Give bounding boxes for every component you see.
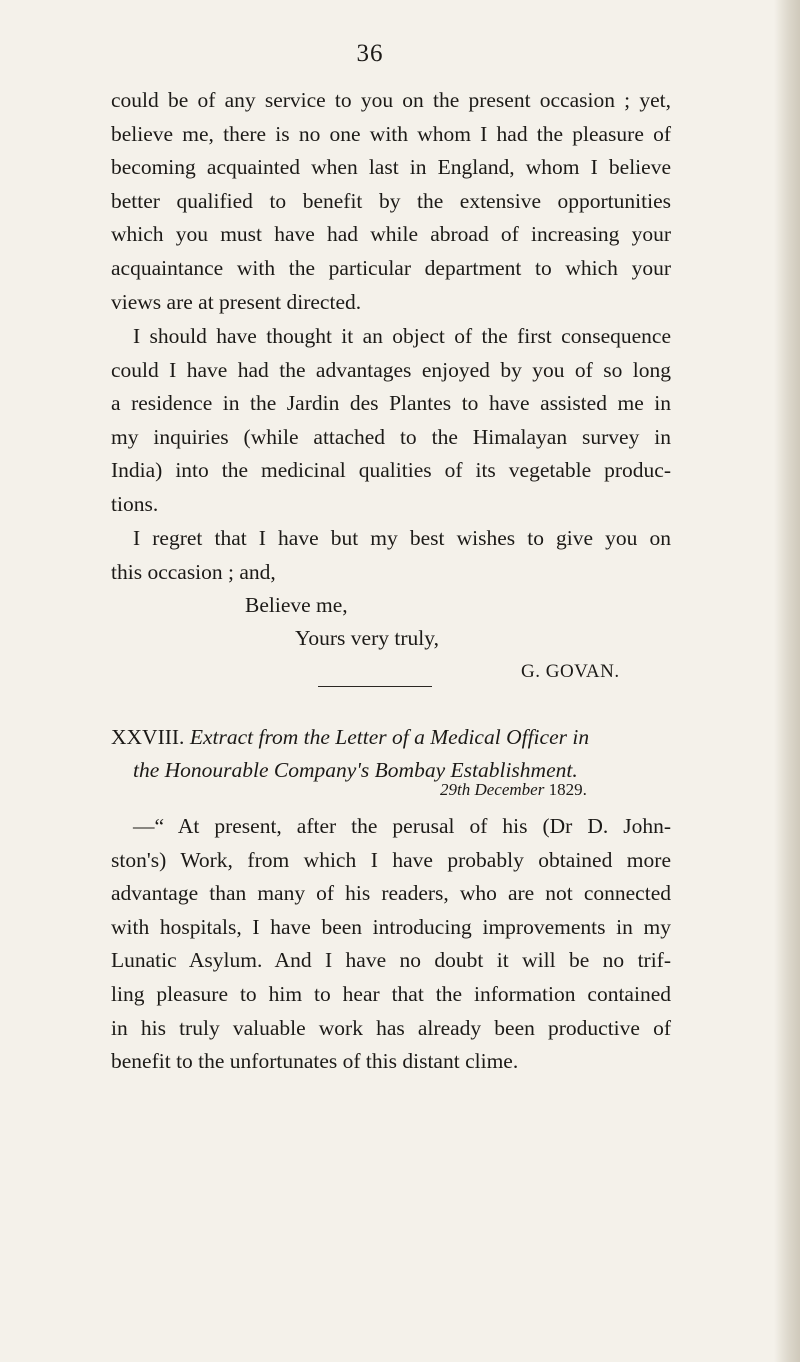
- text-line: which you must have had while abroad of increasing your: [111, 222, 671, 247]
- text-line: could I have had the advantages enjoyed by you of so long: [111, 357, 671, 382]
- text-line: Lunatic Asylum. And I have no doubt it will be no trif-: [111, 948, 671, 973]
- extract-heading: [111, 721, 671, 787]
- text-line: benefit to the unfortunates of this distant clime.: [111, 1049, 519, 1074]
- text-line: could be of any service to you on the present occasion ; yet,: [111, 88, 671, 112]
- text-line: better qualified to benefit by the extensive opportunities: [111, 188, 671, 213]
- extract-number: XXVIII.: [111, 725, 185, 749]
- section-divider: [318, 686, 432, 687]
- extract-title-line-2: the Honourable Company's Bombay Establishment.: [133, 758, 578, 782]
- text-line: this occasion ; and,: [111, 559, 276, 584]
- letter-paragraph-2: [111, 320, 671, 522]
- text-line: I regret that I have but my best wishes to give you on: [133, 526, 671, 550]
- text-line: advantage than many of his readers, who are not connected: [111, 881, 671, 906]
- text-line: —“ At present, after the perusal of his (Dr D. John-: [133, 814, 671, 838]
- extract-date: [440, 780, 587, 800]
- text-line: views are at present directed.: [111, 289, 362, 314]
- text-line: ston's) Work, from which I have probably obtained more: [111, 847, 671, 872]
- text-line: a residence in the Jardin des Plantes to have assisted me in: [111, 391, 671, 416]
- text-line: my inquiries (while attached to the Himalayan survey in: [111, 424, 671, 449]
- text-line: becoming acquainted when last in England, whom I believe: [111, 155, 671, 180]
- text-line: believe me, there is no one with whom I had the pleasure of: [111, 121, 671, 146]
- letter-paragraph-3: [111, 522, 671, 589]
- extract-title-line-1: Extract from the Letter of a Medical Officer in: [189, 725, 590, 749]
- letter-paragraph-1: [111, 84, 671, 319]
- text-line: ling pleasure to him to hear that the information contained: [111, 981, 671, 1006]
- text-line: with hospitals, I have been introducing improvements in my: [111, 914, 671, 939]
- date-year: 1829.: [548, 780, 587, 799]
- text-line: acquaintance with the particular department to which your: [111, 255, 671, 280]
- extract-body: [111, 810, 671, 1079]
- text-line: I should have thought it an object of the first consequence: [133, 324, 671, 348]
- date-day: 29th December: [440, 780, 545, 799]
- text-line: tions.: [111, 491, 159, 516]
- page-edge-shadow: [774, 0, 800, 1362]
- page-number: 36: [356, 40, 384, 67]
- signature: G. GOVAN.: [521, 661, 620, 682]
- text-line: India) into the medicinal qualities of its vegetable produc-: [111, 458, 671, 483]
- closing-believe-me: Believe me,: [245, 593, 348, 617]
- text-line: in his truly valuable work has already been productive of: [111, 1015, 671, 1040]
- closing-yours-truly: Yours very truly,: [295, 626, 439, 650]
